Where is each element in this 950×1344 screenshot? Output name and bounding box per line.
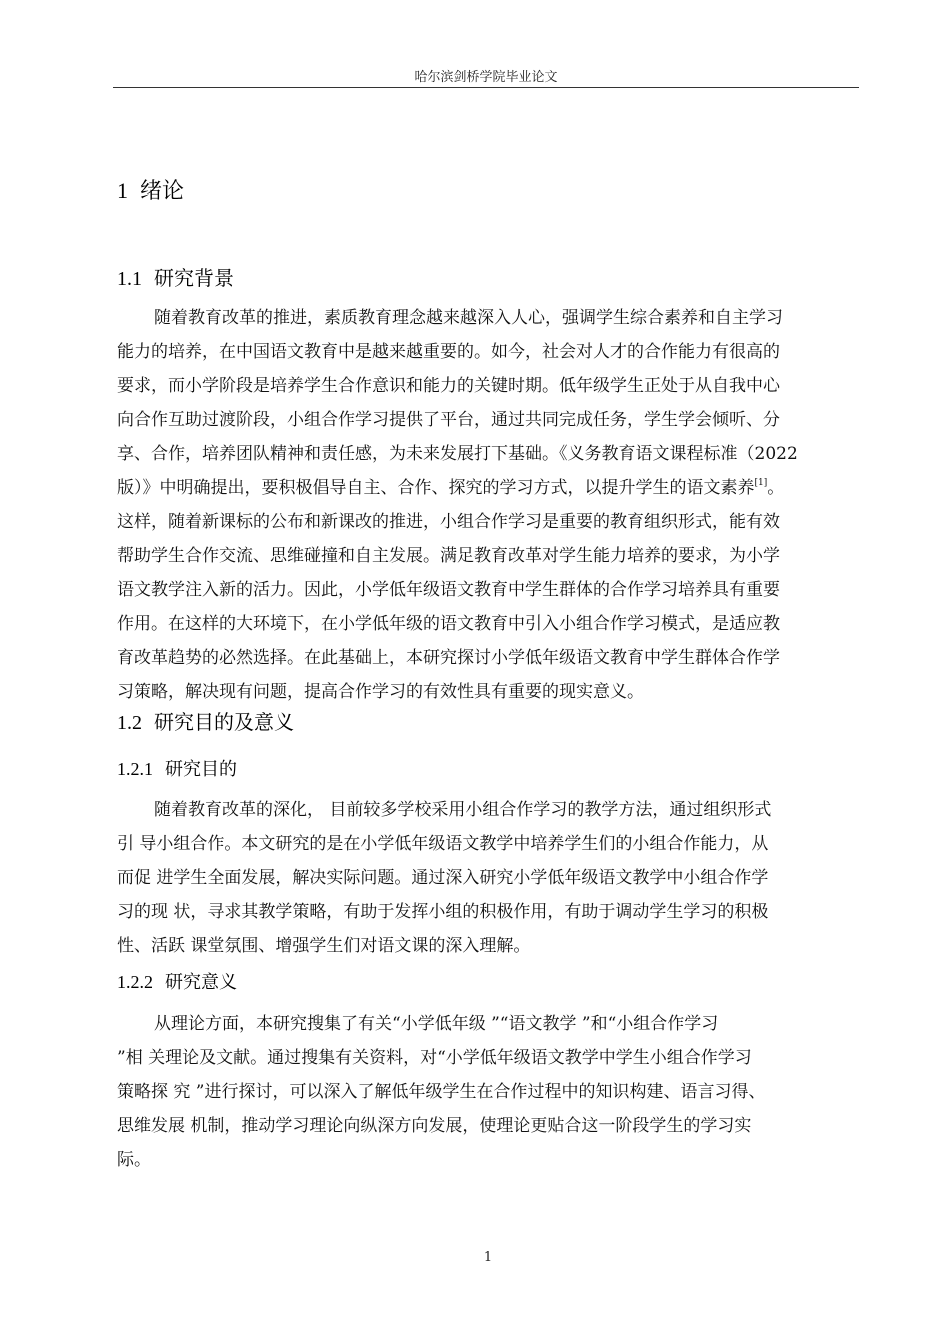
- section-title: 研究目的及意义: [154, 710, 294, 734]
- subsection-number: 1.2.2: [117, 972, 153, 992]
- subsection-heading-1-2-1: [117, 755, 237, 781]
- section-number: 1.1: [117, 268, 142, 290]
- paragraph-line: 育改革趋势的必然选择。在此基础上，本研究探讨小学低年级语文教育中学生群体合作学: [117, 648, 780, 668]
- paragraph-line: 随着教育改革的推进，素质教育理念越来越深入人心，强调学生综合素养和自主学习: [154, 308, 783, 328]
- paragraph-line-text: 版）》中明确提出，要积极倡导自主、合作、探究的学习方式，以提升学生的语文素养: [117, 478, 755, 498]
- section-heading-1-2: [117, 706, 294, 735]
- paragraph-line: 语文教学注入新的活力。因此，小学低年级语文教育中学生群体的合作学习培养具有重要: [117, 580, 780, 600]
- paragraph-line: 思维发展 机制，推动学习理论向纵深方向发展，使理论更贴合这一阶段学生的学习实: [117, 1116, 752, 1136]
- subsection-title: 研究意义: [165, 972, 237, 993]
- subsection-heading-1-2-2: [117, 968, 237, 994]
- subsection-title: 研究目的: [165, 759, 237, 780]
- chapter-heading: [117, 174, 184, 205]
- paragraph-research-purpose: [117, 793, 863, 963]
- section-number: 1.2: [117, 712, 142, 734]
- chapter-title: 绪论: [140, 179, 185, 204]
- chapter-number: 1: [117, 178, 128, 203]
- paragraph-line: 际。: [117, 1150, 151, 1170]
- paragraph-line: 引 导小组合作。本文研究的是在小学低年级语文教学中培养学生们的小组合作能力，从: [117, 834, 769, 854]
- paragraph-line: 习策略，解决现有问题，提高合作学习的有效性具有重要的现实意义。: [117, 682, 644, 702]
- paragraph-line: 帮助学生合作交流、思维碰撞和自主发展。满足教育改革对学生能力培养的要求，为小学: [117, 546, 780, 566]
- paragraph-research-background: [117, 301, 863, 709]
- subsection-number: 1.2.1: [117, 759, 153, 779]
- paragraph-line-with-citation: [117, 471, 863, 505]
- paragraph-line: 随着教育改革的深化， 目前较多学校采用小组合作学习的教学方法，通过组织形式: [154, 800, 772, 820]
- paragraph-line: ”相 关理论及文献。通过搜集有关资料，对“小学低年级语文教学中学生小组合作学习: [117, 1048, 752, 1068]
- paragraph-line: 享、合作，培养团队精神和责任感，为未来发展打下基础。《义务教育语文课程标准（2022: [117, 444, 798, 464]
- section-heading-1-1: [117, 262, 234, 291]
- citation-reference: [1]: [754, 478, 768, 488]
- paragraph-line: 而促 进学生全面发展，解决实际问题。通过深入研究小学低年级语文教学中小组合作学: [117, 868, 769, 888]
- paragraph-line: 性、活跃 课堂氛围、增强学生们对语文课的深入理解。: [117, 936, 531, 956]
- paragraph-line: 要求，而小学阶段是培养学生合作意识和能力的关键时期。低年级学生正处于从自我中心: [117, 376, 780, 396]
- paragraph-line: 习的现 状，寻求其教学策略，有助于发挥小组的积极作用，有助于调动学生学习的积极: [117, 902, 769, 922]
- paragraph-research-significance: [117, 1007, 863, 1177]
- header-divider: [113, 87, 859, 88]
- paragraph-line: 向合作互助过渡阶段，小组合作学习提供了平台，通过共同完成任务，学生学会倾听、分: [117, 410, 780, 430]
- section-title: 研究背景: [154, 266, 234, 290]
- paragraph-line: 策略探 究 ”进行探讨，可以深入了解低年级学生在合作过程中的知识构建、语言习得、: [117, 1082, 766, 1102]
- paragraph-line: 这样，随着新课标的公布和新课改的推进，小组合作学习是重要的教育组织形式，能有效: [117, 512, 780, 532]
- paragraph-line: 作用。在这样的大环境下，在小学低年级的语文教育中引入小组合作学习模式，是适应教: [117, 614, 780, 634]
- paragraph-line: 从理论方面，本研究搜集了有关“小学低年级 ”“语文教学 ”和“小组合作学习: [154, 1014, 719, 1034]
- page-number: 1: [483, 1250, 493, 1265]
- page-header: 哈尔滨剑桥学院毕业论文: [414, 70, 558, 85]
- citation-tail: 。: [767, 478, 785, 498]
- paragraph-line: 能力的培养，在中国语文教育中是越来越重要的。如今，社会对人才的合作能力有很高的: [117, 342, 780, 362]
